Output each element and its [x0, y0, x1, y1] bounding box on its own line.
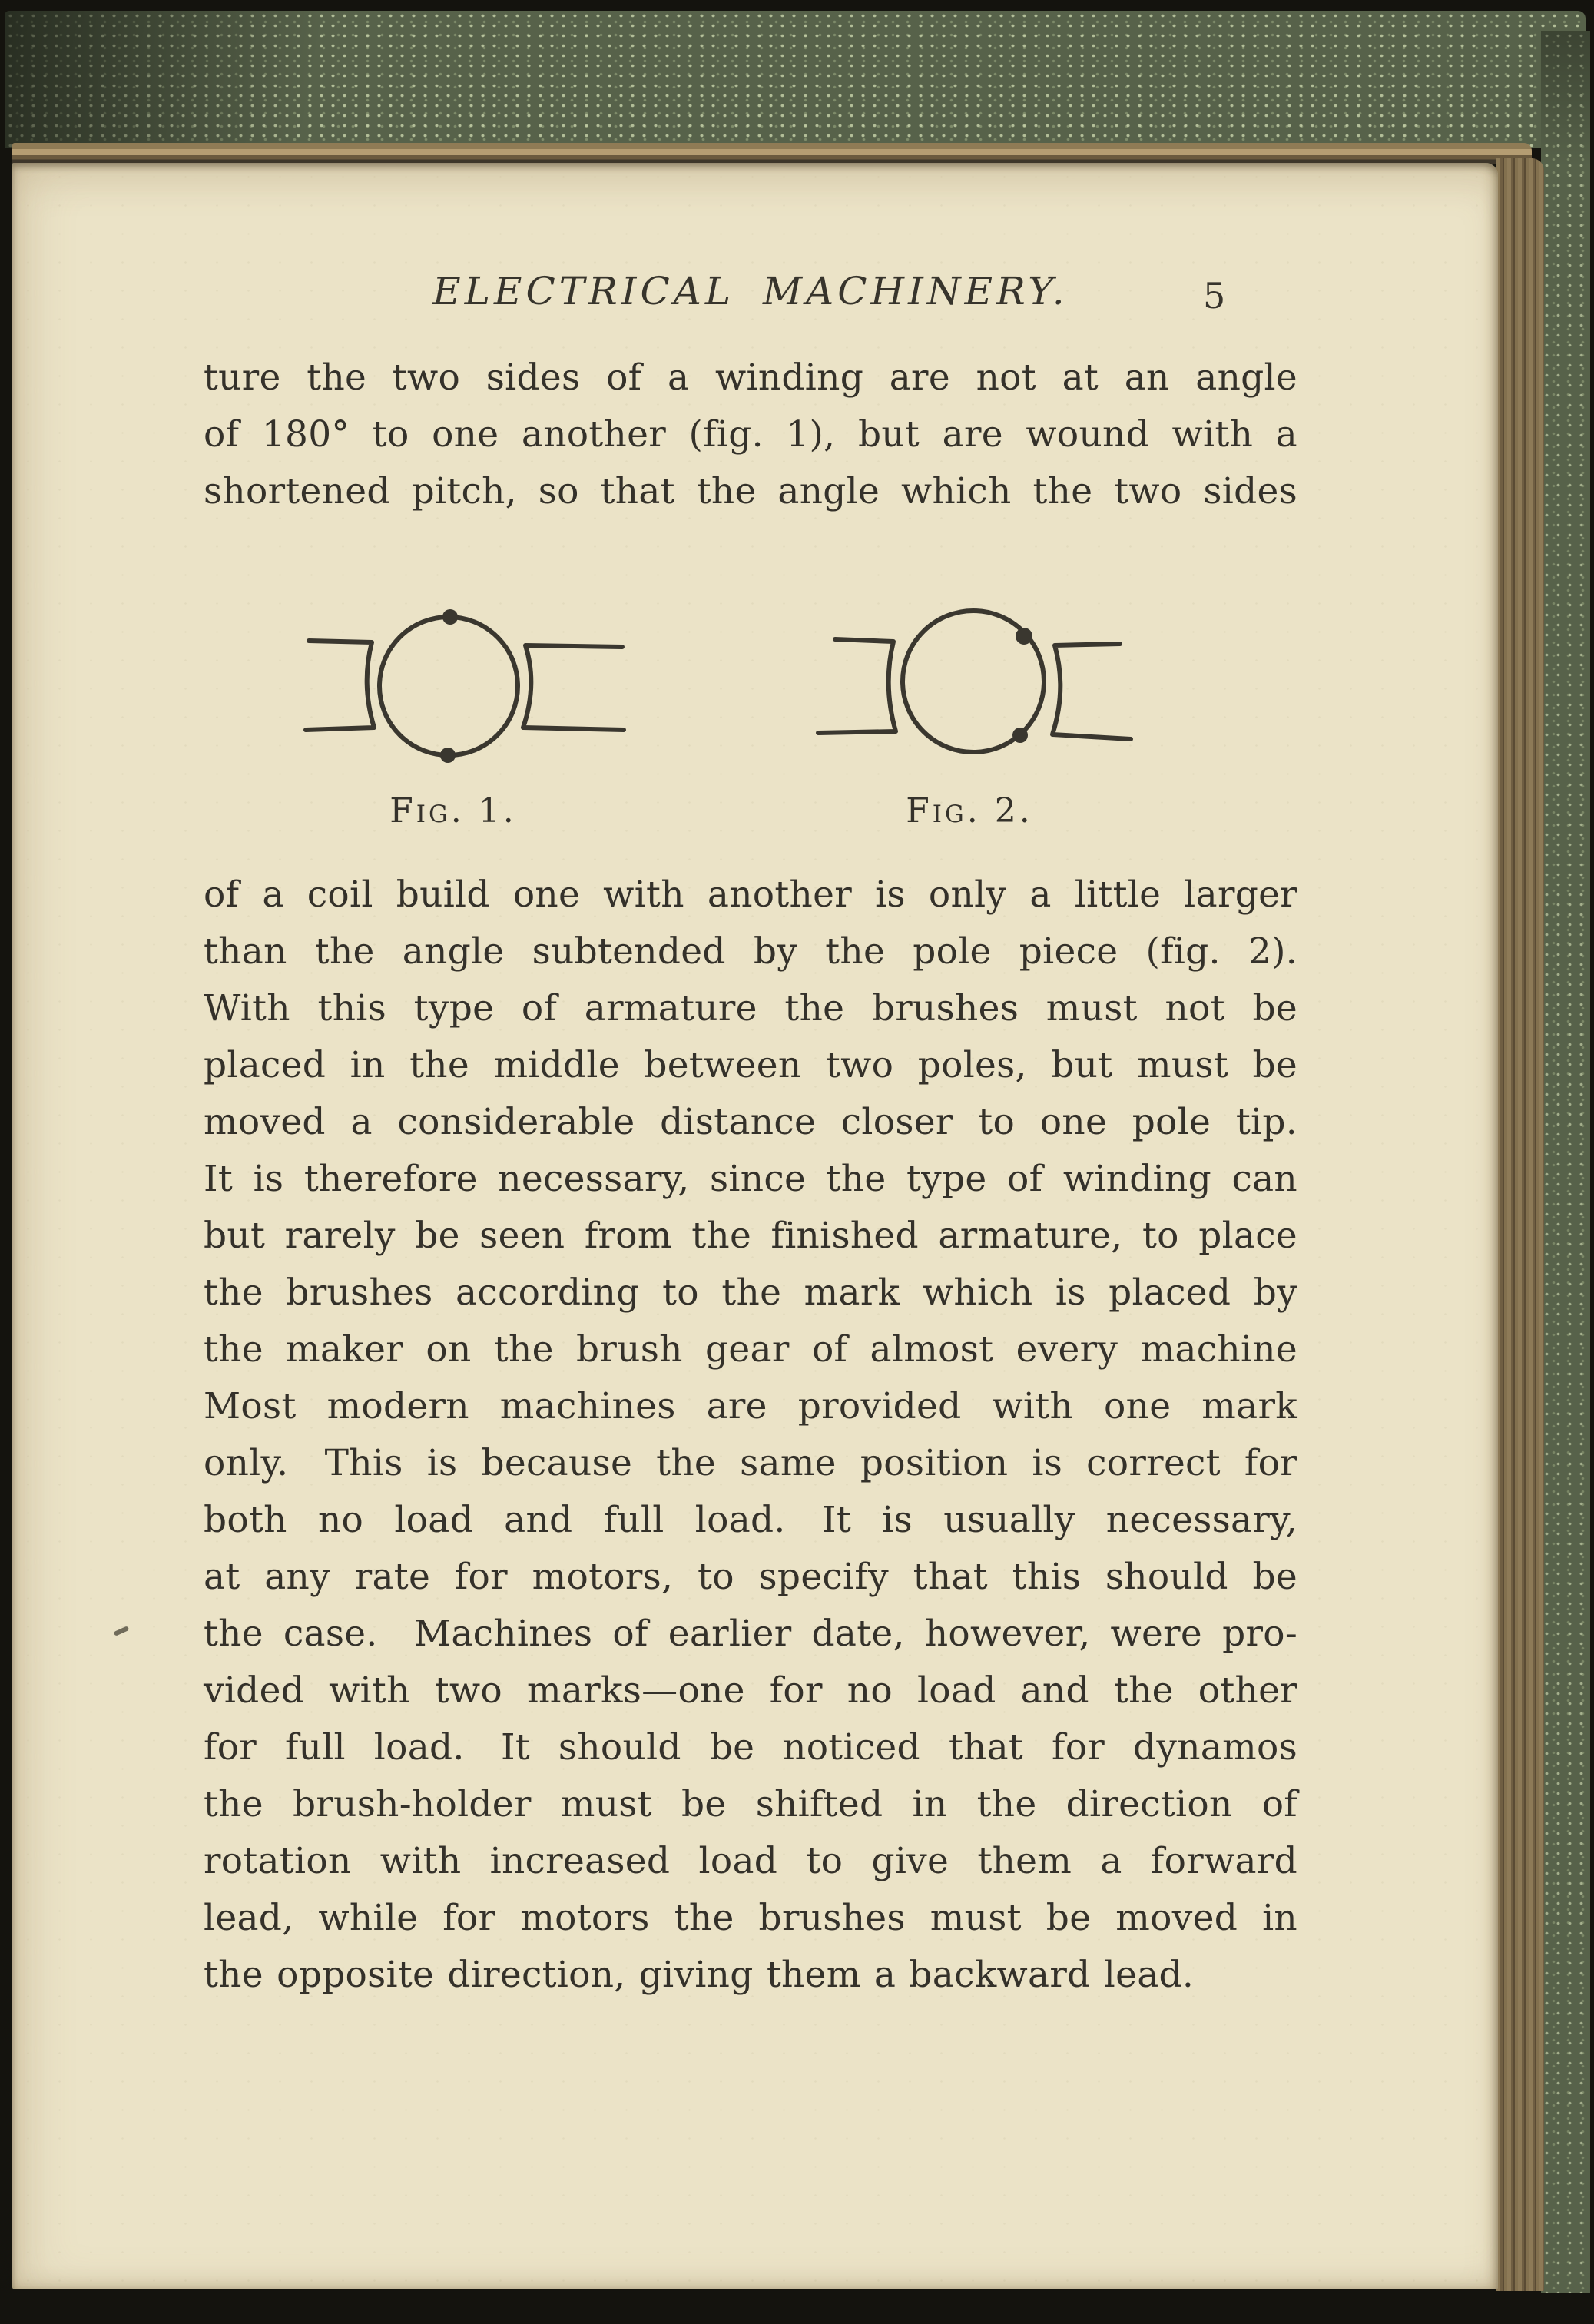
text-line: the brush-holder must be shifted in the direction of [204, 1783, 1297, 1825]
text-line: but rarely be seen from the finished armature, to place [204, 1215, 1297, 1257]
text-line: only. This is because the same position is correct for [204, 1442, 1297, 1484]
text-line: the brushes according to the mark which is placed by [204, 1271, 1297, 1314]
winding-side-dot-top [442, 609, 458, 625]
text-line: placed in the middle between two poles, but must be [204, 1044, 1297, 1086]
winding-side-dot-bottom [440, 748, 456, 763]
text-line: It is therefore necessary, since the type of winding can [204, 1158, 1297, 1200]
figure-2-caption: Fig. 2. [906, 791, 1033, 830]
text-line: moved a considerable distance closer to one pole tip. [204, 1101, 1297, 1143]
running-head-title: ELECTRICAL MACHINERY. [432, 269, 1069, 313]
text-line: Most modern machines are provided with one mark [204, 1385, 1297, 1427]
winding-side-dot-upper-right [1016, 628, 1032, 645]
text-line: than the angle subtended by the pole piece (fig. 2). [204, 930, 1297, 973]
text-line: of 180° to one another (fig. 1), but are wound with a [204, 413, 1297, 456]
page-stack-edge-right [1496, 158, 1544, 2291]
text-line: the maker on the brush gear of almost every machine [204, 1328, 1297, 1371]
text-line: With this type of armature the brushes must not be [204, 987, 1297, 1029]
text-line: at any rate for motors, to specify that this should be [204, 1556, 1297, 1598]
text-line: both no load and full load. It is usually necessary, [204, 1499, 1297, 1541]
text-line: the opposite direction, giving them a backward lead. [204, 1954, 1195, 1996]
figure-1-caption: Fig. 1. [389, 791, 517, 830]
book-page [12, 163, 1498, 2289]
pole-piece-right [1052, 644, 1131, 739]
pole-piece-left [818, 639, 896, 733]
text-line: shortened pitch, so that the angle which the two sides [204, 470, 1297, 512]
figure-1-winding-diagram [300, 607, 653, 784]
page-stack-edge-top [12, 143, 1532, 164]
text-line: of a coil build one with another is only a little larger [204, 874, 1297, 916]
armature-circle [379, 617, 518, 755]
winding-side-dot-lower-right [1012, 728, 1028, 743]
paragraph-2 [204, 867, 1297, 2004]
book-cover-top [5, 11, 1586, 148]
stray-ink-mark [114, 1626, 130, 1636]
text-line: ture the two sides of a winding are not at an angle [204, 356, 1297, 399]
pole-piece-right [523, 645, 624, 730]
paragraph-1 [204, 350, 1297, 520]
text-line: rotation with increased load to give them a forward [204, 1840, 1297, 1882]
figure-1 [300, 607, 653, 830]
figure-2 [814, 599, 1168, 830]
text-line: the case. Machines of earlier date, however, were pro- [204, 1613, 1297, 1655]
book-cover-right [1541, 31, 1590, 2293]
figure-2-winding-diagram [814, 599, 1168, 776]
pole-piece-left [306, 641, 374, 730]
text-line: vided with two marks—one for no load and the other [204, 1669, 1297, 1712]
page-number: 5 [1203, 275, 1226, 317]
text-line: lead, while for motors the brushes must be moved in [204, 1897, 1297, 1939]
text-line: for full load. It should be noticed that for dynamos [204, 1726, 1297, 1769]
